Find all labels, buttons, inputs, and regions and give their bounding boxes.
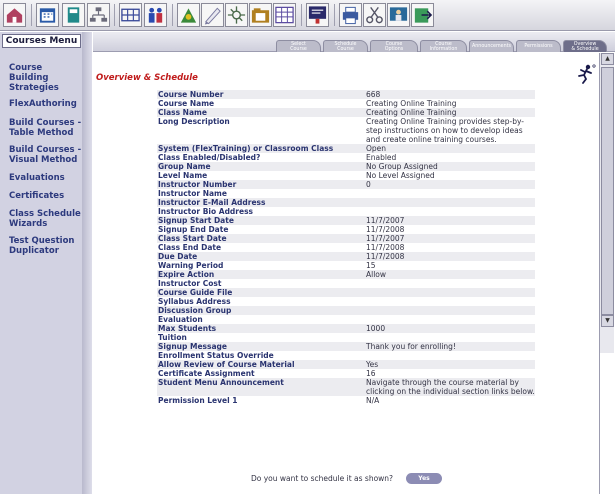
table-row — [157, 144, 535, 153]
sidebar — [0, 32, 92, 494]
network-icon — [226, 4, 247, 26]
field-value: No Group Assigned — [365, 162, 535, 171]
field-label: Expire Action — [157, 270, 365, 279]
field-label: Warning Period — [157, 261, 365, 270]
pencil-icon — [202, 4, 223, 26]
runner-icon — [575, 64, 597, 84]
field-label: Max Students — [157, 324, 365, 333]
sidebar-item-label: Build Courses - — [9, 118, 82, 128]
toolbar-separator — [334, 4, 335, 26]
field-label: Tuition — [157, 333, 365, 342]
field-value: No Level Assigned — [365, 171, 535, 180]
export-icon — [412, 4, 433, 26]
users-button[interactable] — [144, 3, 167, 27]
field-label: Course Guide File — [157, 288, 365, 297]
field-value — [365, 189, 535, 198]
table-row — [157, 225, 535, 234]
tab-label: Overview — [573, 42, 597, 47]
tab-strip — [93, 32, 615, 52]
table-row — [157, 153, 535, 162]
table-row — [157, 207, 535, 216]
sidebar-item-flexauthoring[interactable] — [9, 99, 77, 109]
table-row — [157, 360, 535, 369]
field-value: Yes — [365, 360, 535, 369]
tools-button[interactable] — [177, 3, 200, 27]
toolbar-separator — [31, 4, 32, 26]
yes-button[interactable]: Yes — [406, 473, 442, 484]
sidebar-item-label: Certificates — [9, 191, 65, 201]
scroll-down-button[interactable]: ▼ — [601, 315, 614, 327]
table-row — [157, 234, 535, 243]
field-label: Group Name — [157, 162, 365, 171]
field-label: Signup Start Date — [157, 216, 365, 225]
field-label: Instructor Bio Address — [157, 207, 365, 216]
tab-announcements[interactable] — [469, 40, 514, 52]
table-row — [157, 243, 535, 252]
sidebar-item-label: Duplicator — [9, 246, 59, 256]
field-value: Creating Online Training — [365, 108, 535, 117]
field-label: Certificate Assignment — [157, 369, 365, 378]
field-value: Creating Online Training — [365, 99, 535, 108]
field-label: Course Number — [157, 90, 365, 99]
schedule-confirm-text: Do you want to schedule it as shown? — [251, 474, 394, 483]
field-value: N/A — [365, 396, 535, 405]
field-value — [365, 315, 535, 324]
field-label: Student Menu Announcement — [157, 378, 365, 396]
sidebar-item-label: Table Method — [9, 128, 74, 138]
sidebar-item-build-courses-table-method[interactable] — [9, 118, 81, 138]
field-label: Evaluation — [157, 315, 365, 324]
field-label: Permission Level 1 — [157, 396, 365, 405]
toolbar-separator — [172, 4, 173, 26]
tab-select-course[interactable] — [276, 40, 321, 52]
person-board-button[interactable] — [387, 3, 410, 27]
users-icon — [145, 4, 166, 26]
tab-label: Permissions — [524, 44, 553, 49]
table-row — [157, 351, 535, 360]
field-value: 1000 — [365, 324, 535, 333]
scroll-up-button[interactable]: ▲ — [601, 53, 614, 65]
table-row — [157, 297, 535, 306]
tab-label: Options — [384, 47, 404, 52]
field-label: Course Name — [157, 99, 365, 108]
table-row — [157, 396, 535, 405]
sidebar-item-label: Strategies — [9, 83, 59, 93]
field-value — [365, 207, 535, 216]
field-value: 0 — [365, 180, 535, 189]
table-row — [157, 99, 535, 108]
tab-label: Select — [291, 42, 306, 47]
tab-label: Information — [429, 47, 458, 52]
field-value — [365, 351, 535, 360]
scroll-thumb[interactable] — [601, 67, 614, 315]
field-value: Navigate through the course material by clicking on the individual section links below. — [366, 378, 535, 396]
field-label: Class Enabled/Disabled? — [157, 153, 365, 162]
field-label: Signup End Date — [157, 225, 365, 234]
sidebar-item-build-courses-visual-method[interactable] — [9, 145, 81, 165]
sidebar-item-label: Class Schedule — [9, 209, 81, 219]
scissors-icon — [364, 4, 385, 26]
sidebar-item-label: Visual Method — [9, 155, 78, 165]
table-row — [157, 315, 535, 324]
layout-button[interactable] — [119, 3, 142, 27]
field-label: Due Date — [157, 252, 365, 261]
folder-button[interactable] — [249, 3, 272, 27]
course-details-table — [157, 90, 535, 405]
field-value — [365, 288, 535, 297]
printer-button[interactable] — [339, 3, 362, 27]
table-row — [157, 306, 535, 315]
person-board-icon — [388, 4, 409, 26]
layout-icon — [120, 4, 141, 26]
sidebar-item-test-question-duplicator[interactable] — [9, 236, 75, 256]
field-value: Creating Online Training provides step-by-step instructions on how to develop ideas and create online training courses. — [365, 117, 535, 144]
sidebar-item-label: Test Question — [9, 236, 75, 246]
tab-permissions[interactable] — [516, 40, 561, 52]
field-label: Class Start Date — [157, 234, 365, 243]
table-row — [157, 261, 535, 270]
main-content — [93, 53, 599, 494]
table-row — [157, 252, 535, 261]
field-label: Instructor E-Mail Address — [157, 198, 365, 207]
sidebar-item-label: FlexAuthoring — [9, 99, 77, 109]
tab-overview-schedule[interactable] — [563, 40, 607, 52]
field-label: Class Name — [157, 108, 365, 117]
field-label: System (FlexTraining) or Classroom Class — [157, 144, 365, 153]
sidebar-item-class-schedule-wizards[interactable] — [9, 209, 81, 229]
tab-label: Course — [290, 47, 307, 52]
table-row — [157, 180, 535, 189]
sidebar-item-label: Wizards — [9, 219, 48, 229]
field-value — [365, 279, 535, 288]
field-value — [365, 306, 535, 315]
field-label: Instructor Name — [157, 189, 365, 198]
toolbar-separator — [114, 4, 115, 26]
table-row — [157, 108, 535, 117]
field-label: Class End Date — [157, 243, 365, 252]
field-value: 16 — [365, 369, 535, 378]
table-row — [157, 90, 535, 99]
tab-label: Course — [435, 42, 452, 47]
table-row — [157, 324, 535, 333]
book-button[interactable] — [62, 3, 85, 27]
tab-course-options[interactable] — [370, 40, 418, 52]
table-row — [157, 288, 535, 297]
field-value — [365, 198, 535, 207]
sidebar-item-label: Build Courses - — [9, 145, 82, 155]
field-value: Allow — [365, 270, 535, 279]
tools-icon — [178, 4, 199, 26]
sidebar-item-label: Course — [9, 63, 43, 73]
calendar-button[interactable] — [36, 3, 59, 27]
field-label: Level Name — [157, 171, 365, 180]
sidebar-item-certificates[interactable] — [9, 191, 64, 201]
sidebar-item-label: Building — [9, 73, 49, 83]
export-button[interactable] — [411, 3, 434, 27]
field-label: Enrollment Status Override — [157, 351, 365, 360]
calendar-icon — [37, 4, 58, 26]
table-row — [157, 270, 535, 279]
presentation-button[interactable] — [306, 3, 329, 27]
field-label: Instructor Number — [157, 180, 365, 189]
field-value: Enabled — [365, 153, 535, 162]
field-value: 11/7/2007 — [365, 216, 535, 225]
sidebar-item-evaluations[interactable] — [9, 173, 65, 183]
tab-label: Announcements — [471, 44, 511, 49]
field-label: Instructor Cost — [157, 279, 365, 288]
tab-course-information[interactable] — [420, 40, 467, 52]
org-chart-icon — [88, 4, 109, 26]
network-button[interactable] — [225, 3, 248, 27]
printer-icon — [340, 4, 361, 26]
vertical-scrollbar[interactable] — [599, 53, 614, 494]
sidebar-item-course-building-strategies[interactable] — [9, 63, 59, 93]
field-value: Open — [365, 144, 535, 153]
book-icon — [63, 4, 84, 26]
table-row — [157, 369, 535, 378]
home-button[interactable] — [3, 3, 26, 27]
org-chart-button[interactable] — [87, 3, 110, 27]
folder-icon — [250, 4, 271, 26]
table-row — [157, 189, 535, 198]
field-value: 11/7/2008 — [365, 252, 535, 261]
field-label: Long Description — [157, 117, 365, 144]
table-row — [157, 198, 535, 207]
field-value: 15 — [365, 261, 535, 270]
field-value: 11/7/2008 — [365, 243, 535, 252]
field-value: 11/7/2008 — [365, 225, 535, 234]
field-label: Discussion Group — [157, 306, 365, 315]
grid-button[interactable] — [273, 3, 296, 27]
table-row — [157, 117, 535, 144]
tab-label: & Schedule — [571, 47, 599, 52]
home-icon — [4, 4, 25, 26]
table-row — [157, 342, 535, 351]
table-row — [157, 279, 535, 288]
tab-label: Schedule — [334, 42, 357, 47]
field-value: 668 — [365, 90, 535, 99]
tab-schedule-course[interactable] — [323, 40, 368, 52]
main-toolbar — [0, 0, 615, 31]
table-row — [157, 171, 535, 180]
tab-label: Course — [385, 42, 403, 47]
field-value — [365, 333, 535, 342]
sidebar-rail — [82, 32, 92, 494]
presentation-icon — [307, 4, 328, 26]
field-value: 11/7/2007 — [365, 234, 535, 243]
table-row — [157, 378, 535, 396]
field-label: Signup Message — [157, 342, 365, 351]
table-row — [157, 162, 535, 171]
field-value — [365, 297, 535, 306]
courses-menu-header: Courses Menu — [2, 34, 81, 48]
pencil-button[interactable] — [201, 3, 224, 27]
table-row — [157, 333, 535, 342]
table-row — [157, 216, 535, 225]
page-title: Overview & Schedule — [96, 73, 198, 83]
toolbar-separator — [301, 4, 302, 26]
grid-icon — [274, 4, 295, 26]
field-label: Allow Review of Course Material — [157, 360, 365, 369]
scrollbar-gap — [600, 353, 614, 494]
field-label: Syllabus Address — [157, 297, 365, 306]
scissors-button[interactable] — [363, 3, 386, 27]
sidebar-item-label: Evaluations — [9, 173, 65, 183]
tab-label: Course — [337, 47, 354, 52]
field-value: Thank you for enrolling! — [365, 342, 535, 351]
